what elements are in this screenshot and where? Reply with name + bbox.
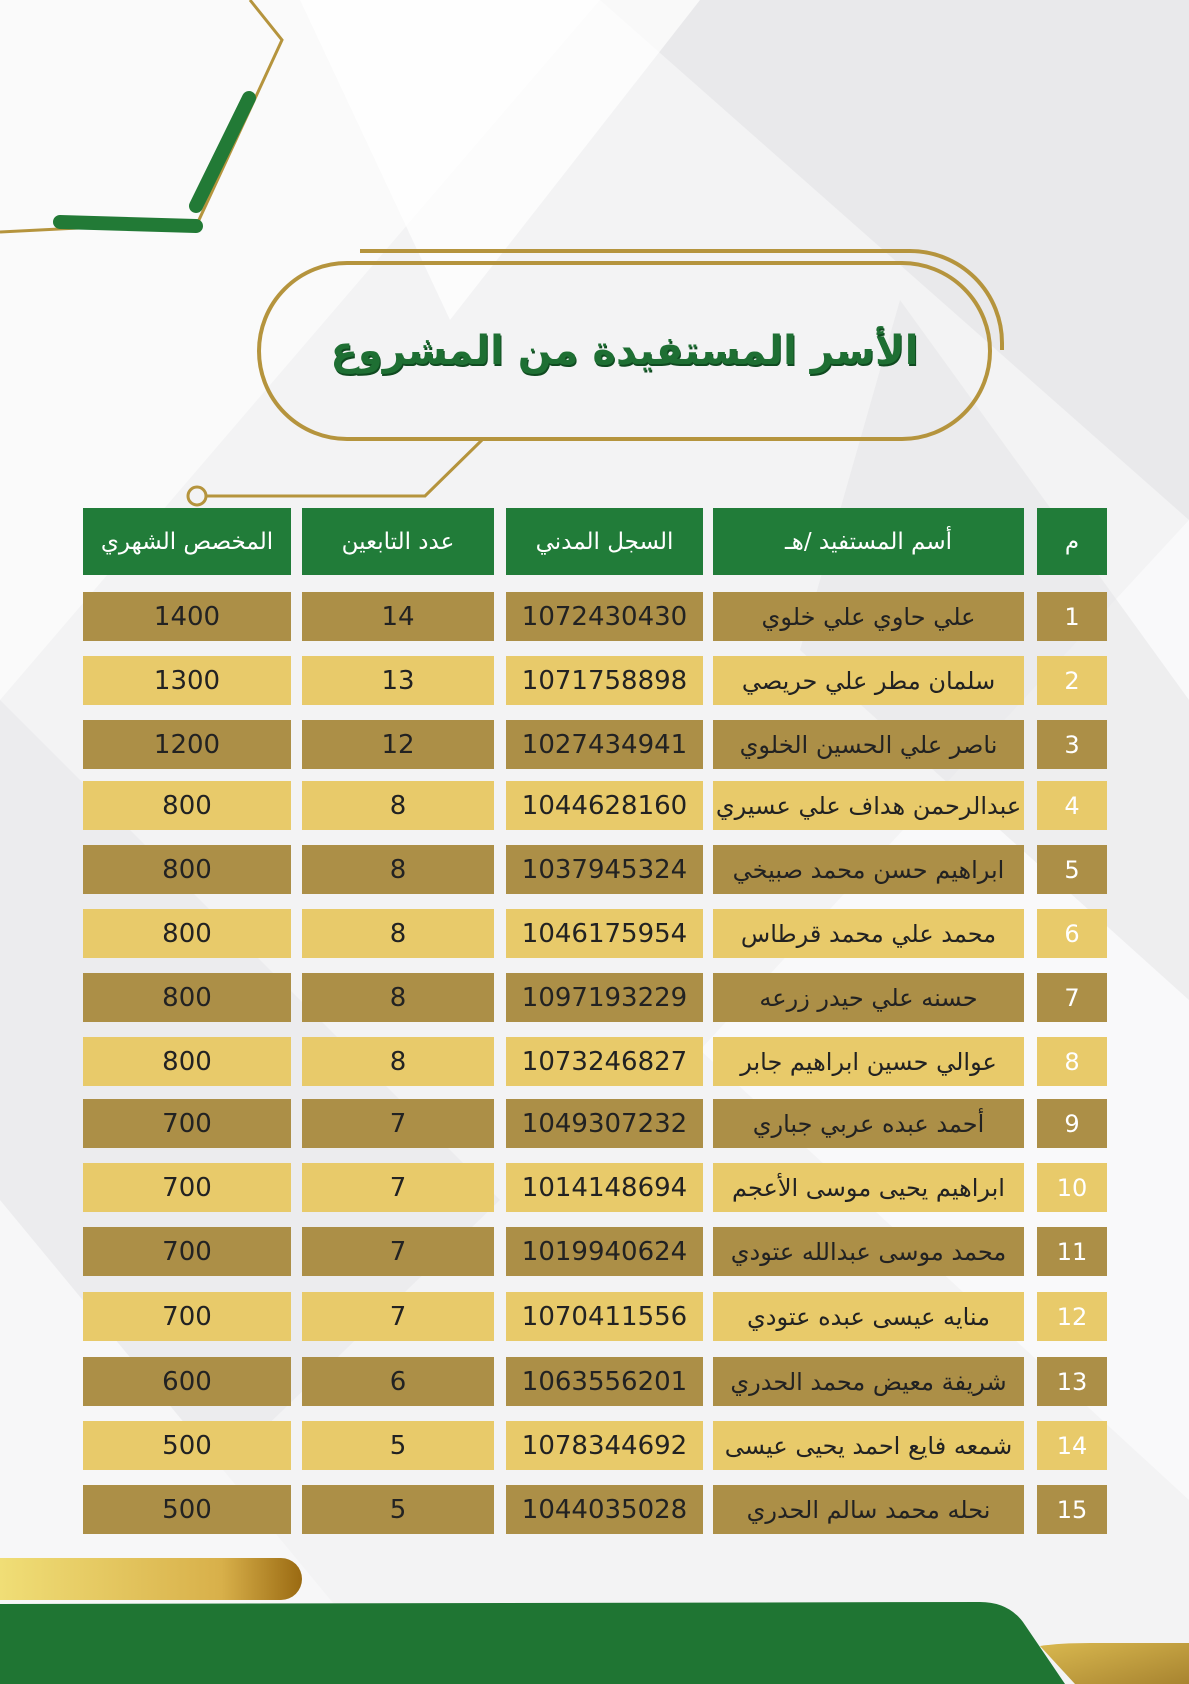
row-2-index: 2	[1037, 656, 1107, 705]
page-title: الأسر المستفيدة من المشروع	[330, 328, 919, 374]
row-9-name: أحمد عبده عربي جباري	[713, 1099, 1024, 1148]
row-13-index: 13	[1037, 1357, 1107, 1406]
row-10-allowance: 700	[83, 1163, 291, 1212]
row-4-allowance: 800	[83, 781, 291, 830]
row-4-civil-id: 1044628160	[506, 781, 703, 830]
row-4-name: عبدالرحمن هداف علي عسيري	[713, 781, 1024, 830]
row-10-dependents: 7	[302, 1163, 494, 1212]
row-12-allowance: 700	[83, 1292, 291, 1341]
row-11-index: 11	[1037, 1227, 1107, 1276]
row-15-civil-id: 1044035028	[506, 1485, 703, 1534]
row-2-civil-id: 1071758898	[506, 656, 703, 705]
row-2-name: سلمان مطر علي حريصي	[713, 656, 1024, 705]
row-12-index: 12	[1037, 1292, 1107, 1341]
row-14-dependents: 5	[302, 1421, 494, 1470]
row-9-dependents: 7	[302, 1099, 494, 1148]
row-8-name: عوالي حسين ابراهيم جابر	[713, 1037, 1024, 1086]
header-name: أسم المستفيد /هـ	[713, 508, 1024, 575]
row-4-index: 4	[1037, 781, 1107, 830]
row-14-allowance: 500	[83, 1421, 291, 1470]
row-4-dependents: 8	[302, 781, 494, 830]
row-15-name: نحله محمد سالم الحدري	[713, 1485, 1024, 1534]
header-dependents: عدد التابعين	[302, 508, 494, 575]
row-6-index: 6	[1037, 909, 1107, 958]
row-15-index: 15	[1037, 1485, 1107, 1534]
row-3-name: ناصر علي الحسين الخلوي	[713, 720, 1024, 769]
row-9-civil-id: 1049307232	[506, 1099, 703, 1148]
connector-dot	[188, 487, 206, 505]
bottom-gold-bar	[0, 1558, 302, 1600]
row-8-allowance: 800	[83, 1037, 291, 1086]
row-5-civil-id: 1037945324	[506, 845, 703, 894]
row-3-dependents: 12	[302, 720, 494, 769]
row-8-index: 8	[1037, 1037, 1107, 1086]
row-8-dependents: 8	[302, 1037, 494, 1086]
row-11-name: محمد موسى عبدالله عتودي	[713, 1227, 1024, 1276]
row-13-dependents: 6	[302, 1357, 494, 1406]
row-5-index: 5	[1037, 845, 1107, 894]
row-10-civil-id: 1014148694	[506, 1163, 703, 1212]
bottom-green-band	[0, 1602, 1065, 1684]
row-3-civil-id: 1027434941	[506, 720, 703, 769]
row-1-index: 1	[1037, 592, 1107, 641]
row-1-allowance: 1400	[83, 592, 291, 641]
title-frame	[257, 261, 992, 441]
row-6-dependents: 8	[302, 909, 494, 958]
row-13-civil-id: 1063556201	[506, 1357, 703, 1406]
row-3-index: 3	[1037, 720, 1107, 769]
title-connector-line	[207, 440, 482, 496]
row-7-allowance: 800	[83, 973, 291, 1022]
row-9-index: 9	[1037, 1099, 1107, 1148]
row-9-allowance: 700	[83, 1099, 291, 1148]
row-8-civil-id: 1073246827	[506, 1037, 703, 1086]
row-1-dependents: 14	[302, 592, 494, 641]
row-13-allowance: 600	[83, 1357, 291, 1406]
row-1-name: علي حاوي علي خلوي	[713, 592, 1024, 641]
row-2-dependents: 13	[302, 656, 494, 705]
row-2-allowance: 1300	[83, 656, 291, 705]
row-14-index: 14	[1037, 1421, 1107, 1470]
bottom-right-gold-corner	[1040, 1643, 1189, 1684]
row-7-name: حسنه علي حيدر زرعه	[713, 973, 1024, 1022]
row-11-allowance: 700	[83, 1227, 291, 1276]
row-15-allowance: 500	[83, 1485, 291, 1534]
row-11-civil-id: 1019940624	[506, 1227, 703, 1276]
row-1-civil-id: 1072430430	[506, 592, 703, 641]
row-5-name: ابراهيم حسن محمد صبيخي	[713, 845, 1024, 894]
row-12-dependents: 7	[302, 1292, 494, 1341]
row-15-dependents: 5	[302, 1485, 494, 1534]
top-left-green-bar-horizontal	[60, 222, 196, 226]
header-allowance: المخصص الشهري	[83, 508, 291, 575]
row-5-dependents: 8	[302, 845, 494, 894]
row-5-allowance: 800	[83, 845, 291, 894]
row-10-index: 10	[1037, 1163, 1107, 1212]
row-12-name: منايه عيسى عبده عتودي	[713, 1292, 1024, 1341]
row-3-allowance: 1200	[83, 720, 291, 769]
row-14-civil-id: 1078344692	[506, 1421, 703, 1470]
row-13-name: شريفة معيض محمد الحدري	[713, 1357, 1024, 1406]
row-14-name: شمعه فايع احمد يحيى عيسى	[713, 1421, 1024, 1470]
row-6-allowance: 800	[83, 909, 291, 958]
row-7-index: 7	[1037, 973, 1107, 1022]
row-10-name: ابراهيم يحيى موسى الأعجم	[713, 1163, 1024, 1212]
row-7-civil-id: 1097193229	[506, 973, 703, 1022]
row-12-civil-id: 1070411556	[506, 1292, 703, 1341]
row-6-civil-id: 1046175954	[506, 909, 703, 958]
row-6-name: محمد علي محمد قرطاس	[713, 909, 1024, 958]
row-11-dependents: 7	[302, 1227, 494, 1276]
header-index: م	[1037, 508, 1107, 575]
row-7-dependents: 8	[302, 973, 494, 1022]
header-civil-id: السجل المدني	[506, 508, 703, 575]
